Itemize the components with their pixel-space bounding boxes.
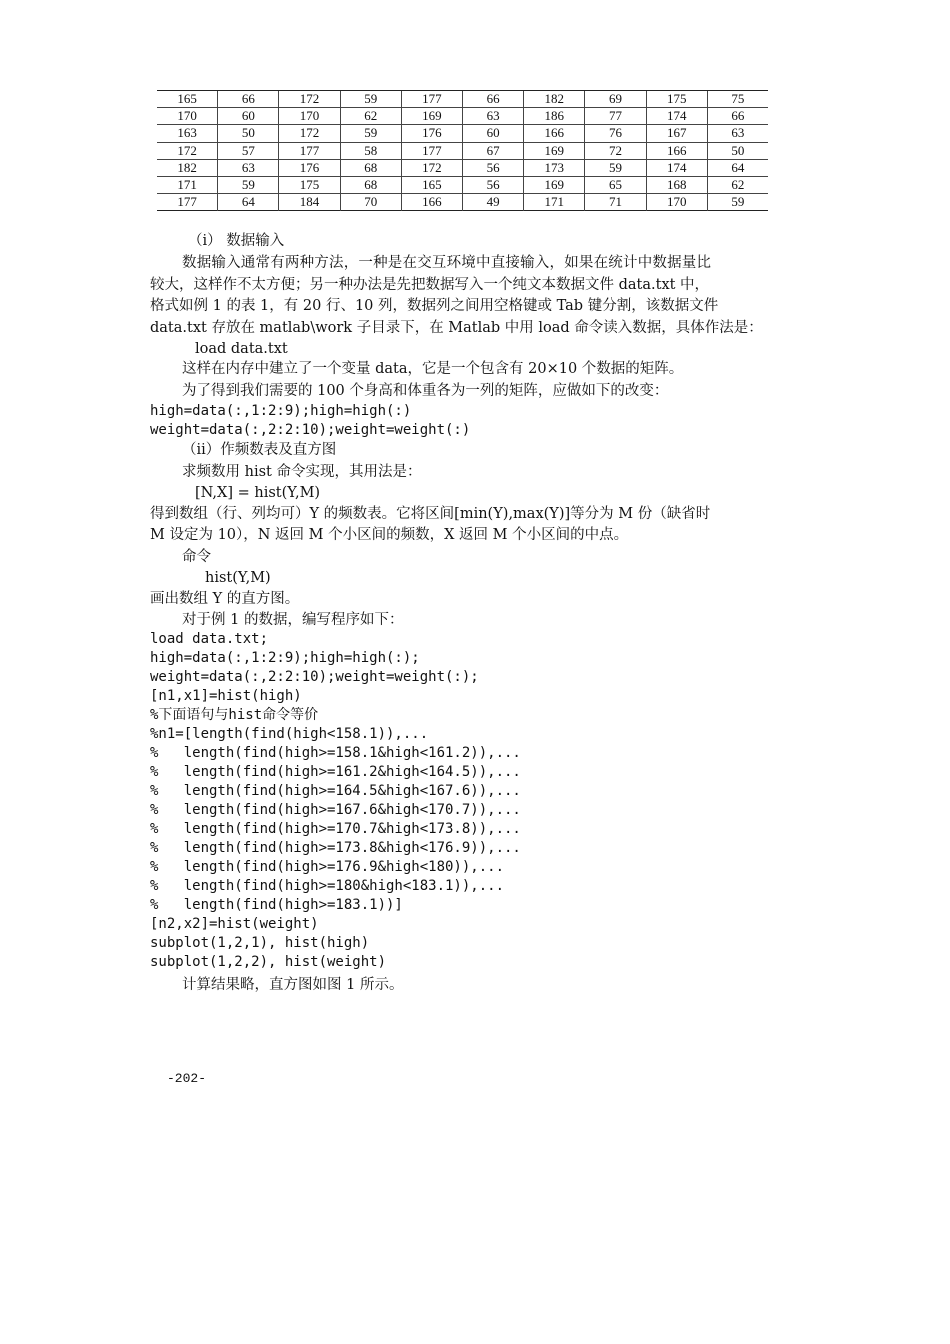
table-cell: 175: [279, 176, 340, 193]
paragraph-line: 命令: [182, 549, 211, 565]
table-cell: 173: [524, 159, 585, 176]
table-cell: 169: [401, 108, 462, 125]
table-cell: 177: [401, 91, 462, 108]
table-cell: 171: [157, 176, 218, 193]
table-cell: 186: [524, 108, 585, 125]
table-cell: 176: [401, 125, 462, 142]
table-cell: 50: [218, 125, 279, 142]
paragraph-line: 得到数组（行、列均可）Y 的频数表。它将区间[min(Y),max(Y)]等分为 M 份（缺省时: [150, 506, 711, 522]
table-cell: 64: [707, 159, 768, 176]
table-cell: 69: [585, 91, 646, 108]
code-line: high=data(:,1:2:9);high=high(:): [150, 403, 412, 419]
table-cell: 184: [279, 194, 340, 211]
table-cell: 172: [157, 142, 218, 159]
table-cell: 163: [157, 125, 218, 142]
table-row: [157, 176, 768, 193]
table-cell: 63: [707, 125, 768, 142]
table-cell: 182: [524, 91, 585, 108]
paragraph-line: 格式如例 1 的表 1，有 20 行、10 列，数据列之间用空格键或 Tab 键分割，该数据文件: [150, 298, 719, 314]
code-line: load data.txt;: [150, 631, 269, 647]
table-cell: 68: [340, 159, 401, 176]
table-cell: 66: [707, 108, 768, 125]
paragraph-line: 求频数用 hist 命令实现，其用法是：: [182, 464, 422, 480]
table-row: [157, 142, 768, 159]
table-cell: 57: [218, 142, 279, 159]
paragraph-line: 较大，这样作不太方便；另一种办法是先把数据写入一个纯文本数据文件 data.txt 中，: [150, 277, 710, 293]
table-cell: 172: [401, 159, 462, 176]
code-line: % length(find(high>=158.1&high<161.2)),...: [150, 745, 521, 761]
table-cell: 176: [279, 159, 340, 176]
code-line: %下面语句与hist命令等价: [150, 707, 319, 723]
table-cell: 167: [646, 125, 707, 142]
code-line: weight=data(:,2:2:10);weight=weight(:): [150, 422, 471, 438]
code-line: % length(find(high>=164.5&high<167.6)),...: [150, 783, 521, 799]
table-cell: 169: [524, 142, 585, 159]
table-cell: 170: [646, 194, 707, 211]
paragraph-line: 画出数组 Y 的直方图。: [150, 591, 300, 607]
table-cell: 65: [585, 176, 646, 193]
table-cell: 182: [157, 159, 218, 176]
load-command: load data.txt: [195, 341, 288, 357]
table-cell: 166: [646, 142, 707, 159]
table-row: [157, 91, 768, 108]
table-row: [157, 125, 768, 142]
table-cell: 56: [463, 159, 524, 176]
table-cell: 63: [218, 159, 279, 176]
table-cell: 165: [401, 176, 462, 193]
table-cell: 170: [157, 108, 218, 125]
table-cell: 77: [585, 108, 646, 125]
table-cell: 171: [524, 194, 585, 211]
code-line: % length(find(high>=161.2&high<164.5)),...: [150, 764, 521, 780]
code-line: [n2,x2]=hist(weight): [150, 916, 319, 932]
table-cell: 172: [279, 125, 340, 142]
code-line: % length(find(high>=176.9&high<180)),...: [150, 859, 505, 875]
table-cell: 70: [340, 194, 401, 211]
table-cell: 67: [463, 142, 524, 159]
table-cell: 59: [340, 125, 401, 142]
table-row: [157, 194, 768, 211]
table-cell: 66: [463, 91, 524, 108]
table-cell: 68: [340, 176, 401, 193]
table-cell: 60: [218, 108, 279, 125]
code-line: weight=data(:,2:2:10);weight=weight(:);: [150, 669, 479, 685]
table-cell: 169: [524, 176, 585, 193]
code-line: % length(find(high>=180&high<183.1)),...: [150, 878, 505, 894]
table-cell: 71: [585, 194, 646, 211]
table-cell: 175: [646, 91, 707, 108]
hist-ym-syntax: hist(Y,M): [205, 570, 271, 586]
table-cell: 64: [218, 194, 279, 211]
table-cell: 177: [157, 194, 218, 211]
code-line: high=data(:,1:2:9);high=high(:);: [150, 650, 420, 666]
table-cell: 76: [585, 125, 646, 142]
table-cell: 63: [463, 108, 524, 125]
code-line: % length(find(high>=183.1))]: [150, 897, 403, 913]
table-cell: 174: [646, 108, 707, 125]
table-cell: 58: [340, 142, 401, 159]
table-cell: 172: [279, 91, 340, 108]
table-cell: 177: [279, 142, 340, 159]
table-cell: 62: [340, 108, 401, 125]
table-cell: 168: [646, 176, 707, 193]
table-cell: 166: [524, 125, 585, 142]
table-cell: 177: [401, 142, 462, 159]
paragraph-line: M 设定为 10），N 返回 M 个小区间的频数，X 返回 M 个小区间的中点。: [150, 527, 629, 543]
code-line: subplot(1,2,2), hist(weight): [150, 954, 387, 970]
section-heading-ii: （ii）作频数表及直方图: [182, 442, 337, 458]
table-cell: 59: [340, 91, 401, 108]
page-number: -202-: [167, 1071, 207, 1086]
code-line: % length(find(high>=170.7&high<173.8)),...: [150, 821, 521, 837]
table-cell: 66: [218, 91, 279, 108]
code-line: % length(find(high>=167.6&high<170.7)),...: [150, 802, 521, 818]
paragraph-line: data.txt 存放在 matlab\work 子目录下，在 Matlab 中用 load 命令读入数据，具体作法是：: [150, 320, 763, 336]
table-cell: 59: [585, 159, 646, 176]
code-line: %n1=[length(find(high<158.1)),...: [150, 726, 429, 742]
table-cell: 60: [463, 125, 524, 142]
paragraph-line: 对于例 1 的数据，编写程序如下：: [182, 612, 404, 628]
hist-syntax: [N,X] = hist(Y,M): [195, 485, 321, 501]
table-cell: 165: [157, 91, 218, 108]
paragraph-line: 数据输入通常有两种方法，一种是在交互环境中直接输入，如果在统计中数据量比: [182, 255, 712, 271]
table-row: [157, 159, 768, 176]
paragraph-line: 计算结果略，直方图如图 1 所示。: [182, 977, 404, 993]
table-row: [157, 108, 768, 125]
code-line: [n1,x1]=hist(high): [150, 688, 302, 704]
table-cell: 62: [707, 176, 768, 193]
table-cell: 75: [707, 91, 768, 108]
paragraph-line: 这样在内存中建立了一个变量 data，它是一个包含有 20×10 个数据的矩阵。: [182, 361, 684, 377]
section-heading-i: （i） 数据输入: [188, 233, 285, 249]
table-cell: 170: [279, 108, 340, 125]
table-cell: 50: [707, 142, 768, 159]
code-line: % length(find(high>=173.8&high<176.9)),...: [150, 840, 521, 856]
table-cell: 72: [585, 142, 646, 159]
table-cell: 166: [401, 194, 462, 211]
code-line: subplot(1,2,1), hist(high): [150, 935, 370, 951]
table-cell: 59: [707, 194, 768, 211]
table-cell: 49: [463, 194, 524, 211]
paragraph-line: 为了得到我们需要的 100 个身高和体重各为一列的矩阵，应做如下的改变：: [182, 383, 669, 399]
table-cell: 174: [646, 159, 707, 176]
table-cell: 56: [463, 176, 524, 193]
table-cell: 59: [218, 176, 279, 193]
data-table: [157, 90, 768, 211]
